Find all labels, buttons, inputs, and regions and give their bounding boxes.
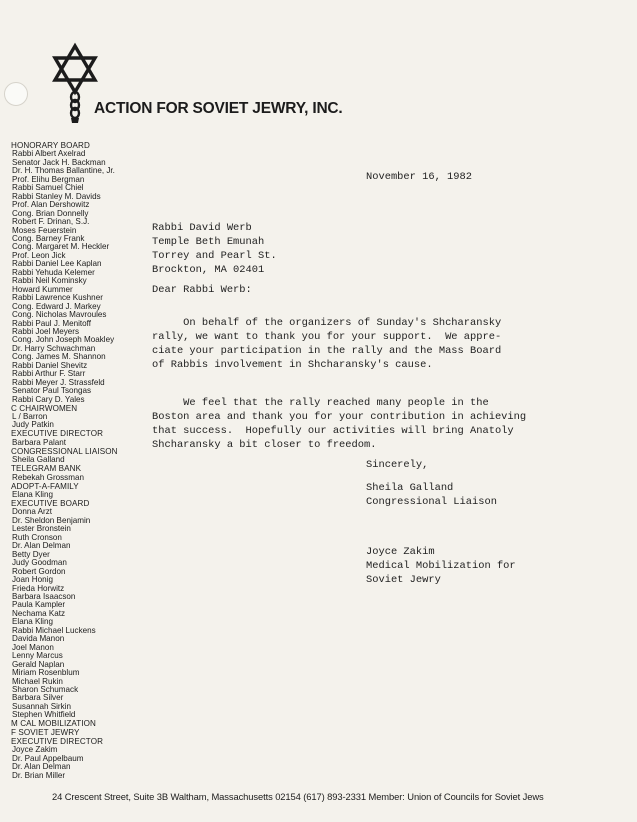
adopt-a-family-heading: ADOPT-A-FAMILY: [11, 481, 79, 491]
list-item: Dr. Brian Miller: [12, 770, 66, 780]
signer-name: Joyce Zakim: [366, 546, 435, 558]
sidebar-roster: [11, 142, 161, 780]
list-item: Cong. Barney Frank: [12, 233, 85, 243]
list-item: Robert Gordon: [12, 566, 66, 576]
address-line: Rabbi David Werb: [152, 222, 252, 234]
address-line: Temple Beth Emunah: [152, 236, 265, 248]
paragraph-line: On behalf of the organizers of Sunday's Shcharansky: [152, 317, 502, 329]
list-item: Senator Jack H. Backman: [12, 157, 106, 167]
executive-board-group: [11, 500, 161, 720]
address-line: Brockton, MA 02401: [152, 264, 265, 276]
signer-title-line2: Soviet Jewry: [366, 574, 441, 586]
list-item: Cong. James M. Shannon: [12, 352, 106, 362]
list-item: Moses Feuerstein: [12, 225, 77, 235]
signer-title: Medical Mobilization for: [366, 560, 516, 572]
list-item: Susannah Sirkin: [12, 701, 71, 711]
list-item: Ruth Cronson: [12, 532, 62, 542]
telegram-bank-heading: TELEGRAM BANK: [11, 464, 82, 474]
list-item: Cong. Margaret M. Heckler: [12, 242, 110, 252]
signer-name: Sheila Galland: [366, 482, 454, 494]
list-item: Dr. Alan Delman: [12, 541, 71, 551]
list-item: Rabbi Daniel Shevitz: [12, 360, 88, 370]
list-item: Miriam Rosenblum: [12, 668, 80, 678]
list-item: Joel Manon: [12, 642, 54, 652]
list-item: Joyce Zakim: [12, 745, 58, 755]
medical-mobilization-heading: M CAL MOBILIZATION: [11, 719, 96, 729]
list-item: Lenny Marcus: [12, 651, 63, 661]
list-item: L / Barron: [12, 412, 48, 421]
executive-director-heading: EXECUTIVE DIRECTOR: [11, 429, 104, 439]
list-item: Rabbi Michael Luckens: [12, 625, 96, 635]
list-item: Lester Bronstein: [12, 524, 71, 534]
signer-2: [366, 545, 516, 587]
medical-mobilization-group: [11, 720, 161, 737]
list-item: Rabbi Lawrence Kushner: [12, 293, 103, 303]
list-item: Rabbi Samuel Chiel: [12, 183, 84, 193]
executive-director-group: [11, 430, 161, 447]
list-item: Davida Manon: [12, 634, 65, 644]
list-item: Rabbi Paul J. Menitoff: [12, 318, 92, 328]
congressional-liaison-group: [11, 448, 161, 465]
list-item: Rabbi Neil Kominsky: [12, 276, 87, 286]
list-item: Senator Paul Tsongas: [12, 386, 92, 396]
list-item: Rabbi Joel Meyers: [12, 326, 80, 336]
list-item: Elana Kling: [12, 490, 53, 500]
list-item: Cong. Brian Donnelly: [12, 208, 89, 218]
letter-date: November 16, 1982: [366, 171, 473, 183]
cochairwomen-group: [11, 405, 161, 430]
list-item: Elana Kling: [12, 617, 53, 627]
paragraph-line: rally, we want to thank you for your support. We appre-: [152, 331, 502, 343]
list-item: Gerald Naplan: [12, 659, 65, 669]
punch-hole: [4, 82, 28, 106]
paragraph-line: ciate your participation in the rally and the Mass Board: [152, 345, 502, 357]
honorary-board-list: [11, 150, 161, 404]
list-item: Sheila Galland: [12, 455, 65, 465]
list-item: Donna Arzt: [12, 507, 53, 517]
list-item: Paula Kampler: [12, 600, 66, 610]
list-item: Howard Kummer: [12, 284, 73, 294]
list-item: Cong. John Joseph Moakley: [12, 335, 115, 345]
adopt-a-family-group: [11, 483, 161, 500]
paragraph-line: We feel that the rally reached many people in the: [152, 397, 489, 409]
list-item: Dr. H. Thomas Ballantine, Jr.: [12, 166, 115, 176]
list-item: Betty Dyer: [12, 549, 50, 559]
salutation: Dear Rabbi Werb:: [152, 284, 252, 296]
signer-title: Congressional Liaison: [366, 496, 497, 508]
paragraph-line: that success. Hopefully our activities will bring Anatoly: [152, 425, 514, 437]
honorary-board-heading: HONORARY BOARD: [11, 141, 90, 150]
executive-board-list: [11, 508, 161, 719]
list-item: Frieda Horwitz: [12, 583, 65, 593]
list-item: Judy Goodman: [12, 558, 67, 568]
list-item: Cong. Nicholas Mavroules: [12, 310, 107, 320]
mm-executive-director-group: [11, 738, 161, 780]
list-item: Sharon Schumack: [12, 685, 79, 694]
list-item: Barbara Isaacson: [12, 592, 76, 602]
list-item: Rabbi Meyer J. Strassfeld: [12, 377, 105, 387]
list-item: Rabbi Cary D. Yales: [12, 394, 85, 404]
list-item: Rabbi Daniel Lee Kaplan: [12, 259, 102, 269]
organization-name: ACTION FOR SOVIET JEWRY, INC.: [94, 100, 343, 117]
list-item: Dr. Harry Schwachman: [12, 343, 96, 353]
mm-executive-director-heading: EXECUTIVE DIRECTOR: [11, 736, 104, 746]
list-item: Rabbi Yehuda Kelemer: [12, 267, 95, 277]
list-item: Robert F. Drinan, S.J.: [12, 217, 90, 227]
address-line: Torrey and Pearl St.: [152, 250, 277, 262]
honorary-board-group: [11, 142, 161, 404]
signer-1: [366, 481, 497, 509]
list-item: Dr. Sheldon Benjamin: [12, 515, 91, 525]
list-item: Michael Rukin: [12, 676, 63, 686]
list-item: Rabbi Stanley M. Davids: [12, 191, 101, 201]
list-item: Rebekah Grossman: [12, 472, 84, 482]
congressional-liaison-heading: CONGRESSIONAL LIAISON: [11, 446, 118, 456]
list-item: Nechama Katz: [12, 608, 66, 618]
star-of-david-chain-logo: [50, 42, 100, 124]
list-item: Dr. Paul Appelbaum: [12, 753, 84, 763]
executive-board-heading: EXECUTIVE BOARD: [11, 499, 90, 509]
telegram-bank-group: [11, 465, 161, 482]
paragraph-line: of Rabbis involvement in Shcharansky's cause.: [152, 359, 433, 371]
list-item: Stephen Whitfield: [12, 710, 76, 720]
cochairwomen-heading: C CHAIRWOMEN: [11, 403, 78, 413]
paragraph-2: [152, 396, 552, 452]
list-item: Barbara Palant: [12, 437, 66, 447]
paragraph-line: Shcharansky a bit closer to freedom.: [152, 439, 377, 451]
list-item: Prof. Elihu Bergman: [12, 174, 85, 184]
closing: Sincerely,: [366, 459, 429, 471]
paragraph-line: Boston area and thank you for your contribution in achieving: [152, 411, 527, 423]
footer-address: 24 Crescent Street, Suite 3B Waltham, Massachusetts 02154 (617) 893-2331 Member: Union of Councils for Soviet Jews: [52, 791, 544, 802]
paragraph-1: [152, 316, 552, 372]
list-item: Barbara Silver: [12, 693, 64, 703]
list-item: Dr. Alan Delman: [12, 762, 71, 772]
list-item: Joan Honig: [12, 575, 53, 585]
list-item: Prof. Alan Dershowitz: [12, 200, 90, 210]
recipient-address: [152, 221, 277, 277]
list-item: Judy Patkin: [12, 420, 54, 430]
list-item: Prof. Leon Jick: [12, 250, 66, 260]
medical-mobilization-heading-line2: F SOVIET JEWRY: [11, 727, 80, 737]
list-item: Cong. Edward J. Markey: [12, 301, 101, 311]
list-item: Rabbi Arthur F. Starr: [12, 369, 86, 379]
list-item: Rabbi Albert Axelrad: [12, 149, 86, 159]
